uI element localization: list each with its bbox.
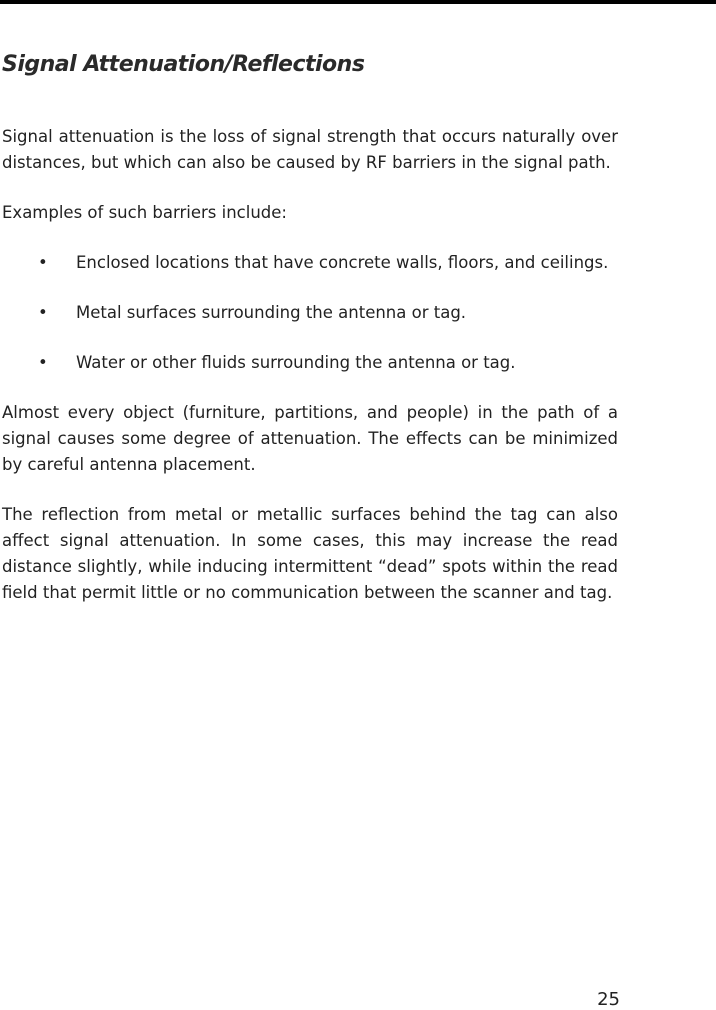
list-item [2,250,618,276]
bullet-icon: • [38,303,48,322]
page-title: Signal Attenuation/Reflections [2,52,365,77]
list-item-text: Metal surfaces surrounding the antenna or tag. [76,303,467,322]
bullet-icon: • [38,353,48,372]
paragraph-attenuation-objects: Almost every object (furniture, partitions, and people) in the path of a signal causes some degree of attenuation. The effects can be minimized by careful antenna placement. [2,403,618,474]
top-rule-divider [0,0,716,4]
body-content [2,124,618,630]
list-item [2,300,618,326]
list-item-text: Water or other fluids surrounding the antenna or tag. [76,353,516,372]
barrier-examples-list [2,250,618,376]
paragraph-attenuation-definition: Signal attenuation is the loss of signal strength that occurs naturally over distances, but which can also be caused by RF barriers in the signal path. [2,127,618,172]
page-number: 25 [597,989,620,1010]
list-item [2,350,618,376]
bullet-icon: • [38,253,48,272]
paragraph-examples-intro: Examples of such barriers include: [2,203,287,222]
list-item-text: Enclosed locations that have concrete walls, floors, and ceilings. [76,253,609,272]
paragraph-reflection: The reflection from metal or metallic surfaces behind the tag can also affect signal attenuation. In some cases, this may increase the read distance slightly, while inducing intermittent “dead” spots within the read field that permit little or no communication between the scanner and tag. [2,505,618,602]
